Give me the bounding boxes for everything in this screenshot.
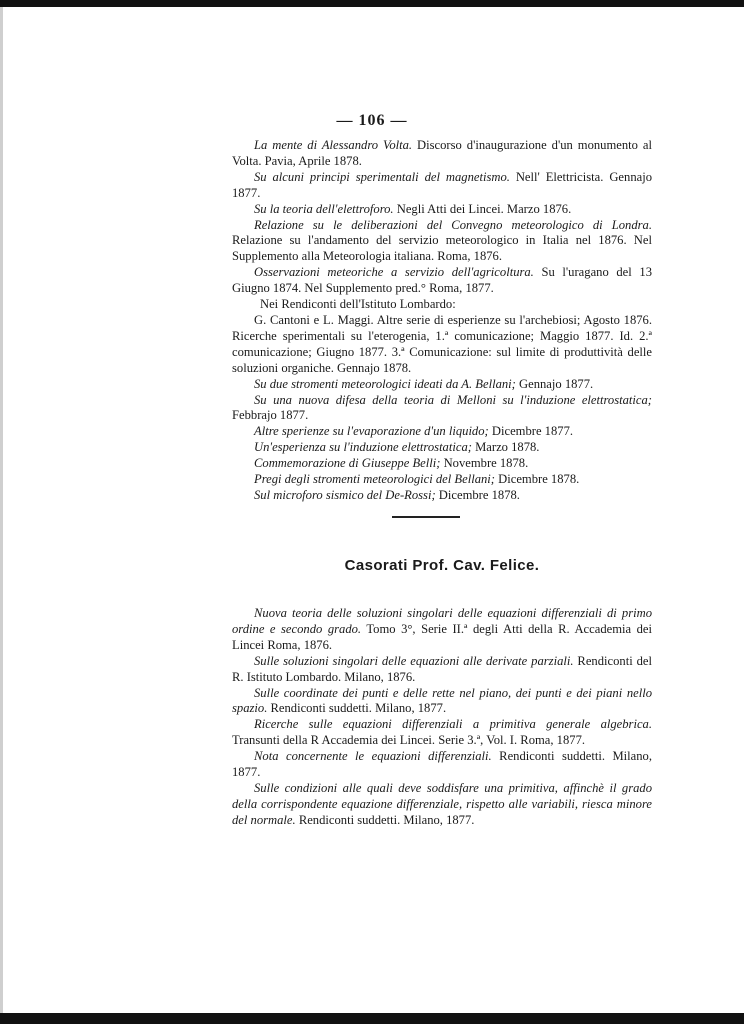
entry-text: Gennajo 1877.: [515, 376, 594, 391]
entry-title: Osservazioni meteoriche a servizio dell'agricoltura.: [254, 265, 534, 280]
bibliography-entry: [232, 218, 652, 266]
entry-text: Negli Atti dei Lincei. Marzo 1876.: [393, 201, 572, 216]
bibliography-entry: [232, 472, 652, 488]
entry-text: Dicembre 1878.: [435, 487, 520, 502]
section-2: [232, 606, 652, 829]
bibliography-entry: [232, 393, 652, 425]
bibliography-entry: [232, 654, 652, 686]
entry-title: Commemorazione di Giuseppe Belli;: [254, 456, 441, 471]
scan-top-edge: [0, 0, 744, 7]
bibliography-entry: [232, 440, 652, 456]
bibliography-entry: [232, 138, 652, 170]
entry-title: La mente di Alessandro Volta.: [254, 138, 413, 152]
entry-title: Sulle soluzioni singolari delle equazioni alle derivate parziali.: [254, 653, 574, 668]
entry-text: Novembre 1878.: [440, 456, 529, 471]
entry-title: Su la teoria dell'elettroforo.: [254, 201, 394, 216]
entry-text: Rendiconti suddetti. Milano, 1877.: [295, 812, 475, 827]
entry-title: Nota concernente le equazioni differenziali.: [254, 749, 492, 764]
entry-title: Sul microforo sismico del De-Rossi;: [254, 487, 436, 502]
entry-text: Rendiconti suddetti. Milano, 1877.: [267, 701, 447, 716]
section-1: [232, 138, 652, 504]
bibliography-entry: [232, 313, 652, 377]
entry-title: Su alcuni principi sperimentali del magnetismo.: [254, 169, 510, 184]
entry-title: Sulle coordinate dei punti e delle rette nel piano, dei punti e dei piani nello spazio.: [232, 685, 652, 716]
rendiconti-intro: Nei Rendiconti dell'Istituto Lombardo:: [260, 297, 456, 312]
bibliography-entry: [232, 488, 652, 504]
entry-text: Febbrajo 1877.: [232, 408, 309, 423]
section-divider: [392, 516, 460, 518]
entry-title: Su una nuova difesa della teoria di Melloni su l'induzione elettrostatica;: [254, 392, 652, 407]
entry-title: Sulle condizioni alle quali deve soddisfare una primitiva, affinchè il grado della corrispondente equazione differenziale, rispetto alle variabili, riesca minore del normale.: [232, 780, 652, 827]
entry-text: G. Cantoni e L. Maggi. Altre serie di esperienze su l'archebiosi; Agosto 1876. Ricerche sperimentali su l'eterogenia, 1.ª comunicazione; Maggio 1877. Id. 2.ª comunicazione; Giugno 1877. 3.ª Comunicazione: sul limite di produttività delle soluzioni organiche. Gennajo 1878.: [232, 312, 652, 375]
bibliography-entry: [232, 424, 652, 440]
bibliography-entry: [232, 265, 652, 297]
bibliography-entry: [232, 170, 652, 202]
bibliography-entry: [232, 749, 652, 781]
entry-title: Pregi degli stromenti meteorologici del Bellani;: [254, 472, 495, 487]
entry-title: Relazione su le deliberazioni del Convegno meteorologico di Londra.: [254, 217, 652, 232]
scan-bottom-edge: [0, 1013, 744, 1024]
bibliography-entry: [232, 202, 652, 218]
author-heading: Casorati Prof. Cav. Felice.: [344, 557, 540, 574]
entry-text: Transunti della R Accademia dei Lincei. Serie 3.ª, Vol. I. Roma, 1877.: [232, 733, 586, 748]
entry-title: Nuova teoria delle soluzioni singolari delle equazioni differenziali di primo ordine e secondo grado.: [232, 606, 652, 636]
entry-text: Relazione su l'andamento del servizio meteorologico in Italia nel 1876. Nel Supplemento alla Meteorologia italiana. Roma, 1876.: [232, 233, 652, 264]
entry-text: Su l'uragano del 13 Giugno 1874. Nel Supplemento pred.° Roma, 1877.: [232, 265, 652, 296]
entry-text: Marzo 1878.: [471, 440, 540, 455]
page-number: — 106 —: [336, 112, 408, 129]
scan-left-edge: [0, 7, 3, 1013]
entry-text: Dicembre 1877.: [488, 424, 574, 439]
entry-title: Un'esperienza su l'induzione elettrostatica;: [254, 440, 472, 455]
bibliography-entry: [232, 717, 652, 749]
bibliography-entry: [232, 606, 652, 654]
entry-text: Rendiconti suddetti. Milano, 1877.: [232, 749, 653, 780]
bibliography-entry: [232, 686, 652, 718]
entry-title: Su due stromenti meteorologici ideati da A. Bellani;: [254, 376, 516, 391]
entry-text: Tomo 3°, Serie II.ª degli Atti della R. Accademia dei Lincei Roma, 1876.: [232, 621, 652, 652]
entry-text: Dicembre 1878.: [494, 472, 580, 487]
entry-text: Rendiconti del R. Istituto Lombardo. Milano, 1876.: [232, 653, 652, 684]
entry-text: Nell' Elettricista. Gennajo 1877.: [232, 169, 652, 200]
bibliography-entry: [232, 377, 652, 393]
entry-title: Altre sperienze su l'evaporazione d'un liquido;: [254, 424, 489, 439]
entry-text: Discorso d'inaugurazione d'un monumento al Volta. Pavia, Aprile 1878.: [232, 138, 652, 168]
bibliography-entry: [232, 781, 652, 829]
bibliography-entry: [232, 456, 652, 472]
entry-title: Ricerche sulle equazioni differenziali a primitiva generale algebrica.: [254, 717, 652, 732]
